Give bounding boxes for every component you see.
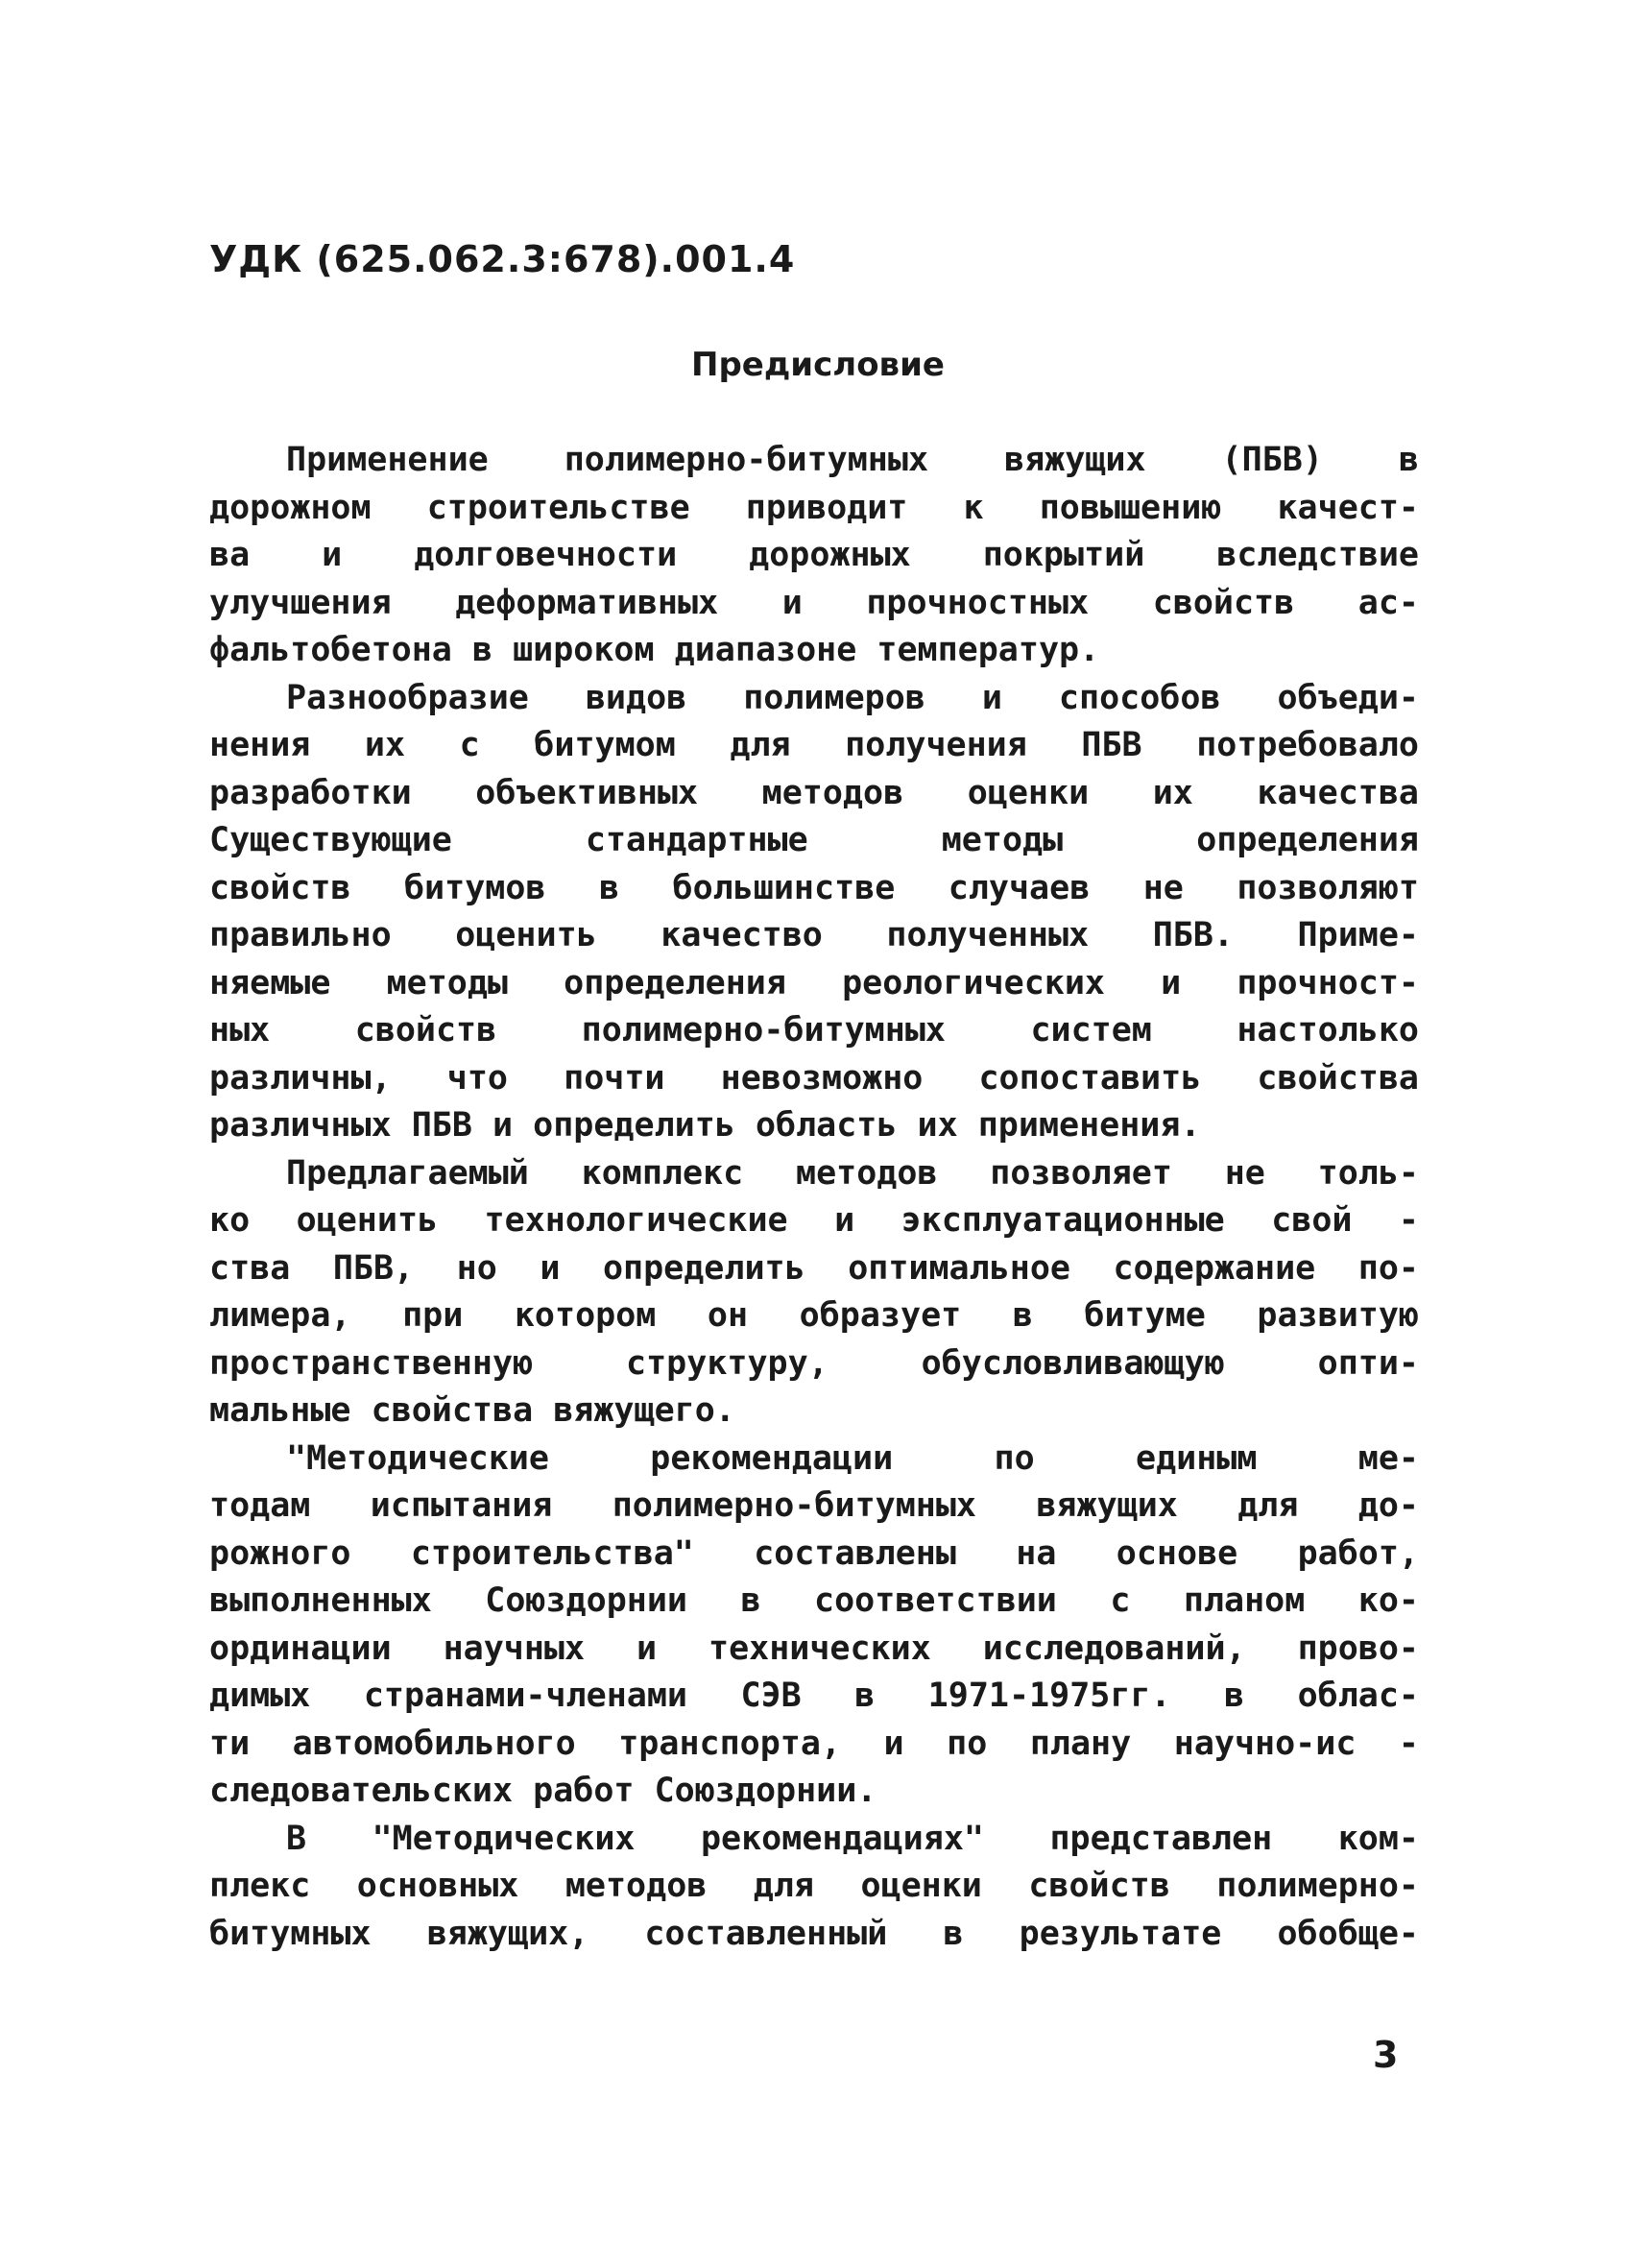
text-line: правильно оценить качество полученных ПБВ. Приме- <box>209 916 1419 954</box>
text-line: различных ПБВ и определить область их применения. <box>209 1106 1201 1145</box>
text-line: димых странами-членами СЭВ в 1971-1975гг. в облас- <box>209 1677 1419 1715</box>
udk-code: УДК (625.062.3:678).001.4 <box>209 238 796 280</box>
text-line: ва и долговечности дорожных покрытий вследствие <box>209 536 1419 574</box>
text-line: рожного строительства" составлены на основе работ, <box>209 1533 1419 1573</box>
text-line: битумных вяжущих, составленный в результате обобще- <box>209 1914 1419 1953</box>
text-line: няемые методы определения реологических и прочност- <box>209 963 1419 1002</box>
text-line: Существующие стандартные методы определения <box>209 821 1419 859</box>
text-line: "Методические рекомендации по единым ме- <box>286 1438 1419 1478</box>
text-line: ных свойств полимерно-битумных систем настолько <box>209 1011 1419 1050</box>
section-heading: Предисловие <box>691 346 945 384</box>
text-line: мальные свойства вяжущего. <box>209 1391 735 1430</box>
text-line: выполненных Союздорнии в соответствии с планом ко- <box>209 1581 1419 1620</box>
text-line: лимера, при котором он образует в битуме развитую <box>209 1296 1419 1335</box>
text-line: пространственную структуру, обусловливающую опти- <box>209 1343 1419 1383</box>
text-line: разработки объективных методов оценки их качества <box>209 773 1419 812</box>
text-line: тодам испытания полимерно-битумных вяжущих для до- <box>209 1486 1419 1525</box>
text-line: ти автомобильного транспорта, и по плану научно-ис - <box>209 1724 1419 1763</box>
body-text <box>209 437 1419 1958</box>
text-line: нения их с битумом для получения ПБВ потребовало <box>209 726 1419 764</box>
text-line: Предлагаемый комплекс методов позволяет не толь- <box>286 1153 1419 1193</box>
text-line: различны, что почти невозможно сопоставить свойства <box>209 1058 1419 1098</box>
text-line: дорожном строительстве приводит к повышению качест- <box>209 488 1419 527</box>
text-line: ко оценить технологические и эксплуатационные свой - <box>209 1201 1419 1240</box>
text-line: Разнообразие видов полимеров и способов объеди- <box>286 678 1419 717</box>
text-line: следовательских работ Союздорнии. <box>209 1772 877 1810</box>
page-number: 3 <box>1373 2034 1399 2076</box>
text-line: плекс основных методов для оценки свойств полимерно- <box>209 1867 1419 1905</box>
text-line: ства ПБВ, но и определить оптимальное содержание по- <box>209 1248 1419 1288</box>
text-line: фальтобетона в широком диапазоне температур. <box>209 631 1100 669</box>
text-line: улучшения деформативных и прочностных свойств ас- <box>209 583 1419 622</box>
text-line: свойств битумов в большинстве случаев не позволяют <box>209 868 1419 907</box>
text-line: ординации научных и технических исследований, прово- <box>209 1629 1419 1668</box>
text-line: В "Методических рекомендациях" представлен ком- <box>286 1819 1419 1858</box>
text-line: Применение полимерно-битумных вяжущих (ПБВ) в <box>286 441 1419 479</box>
